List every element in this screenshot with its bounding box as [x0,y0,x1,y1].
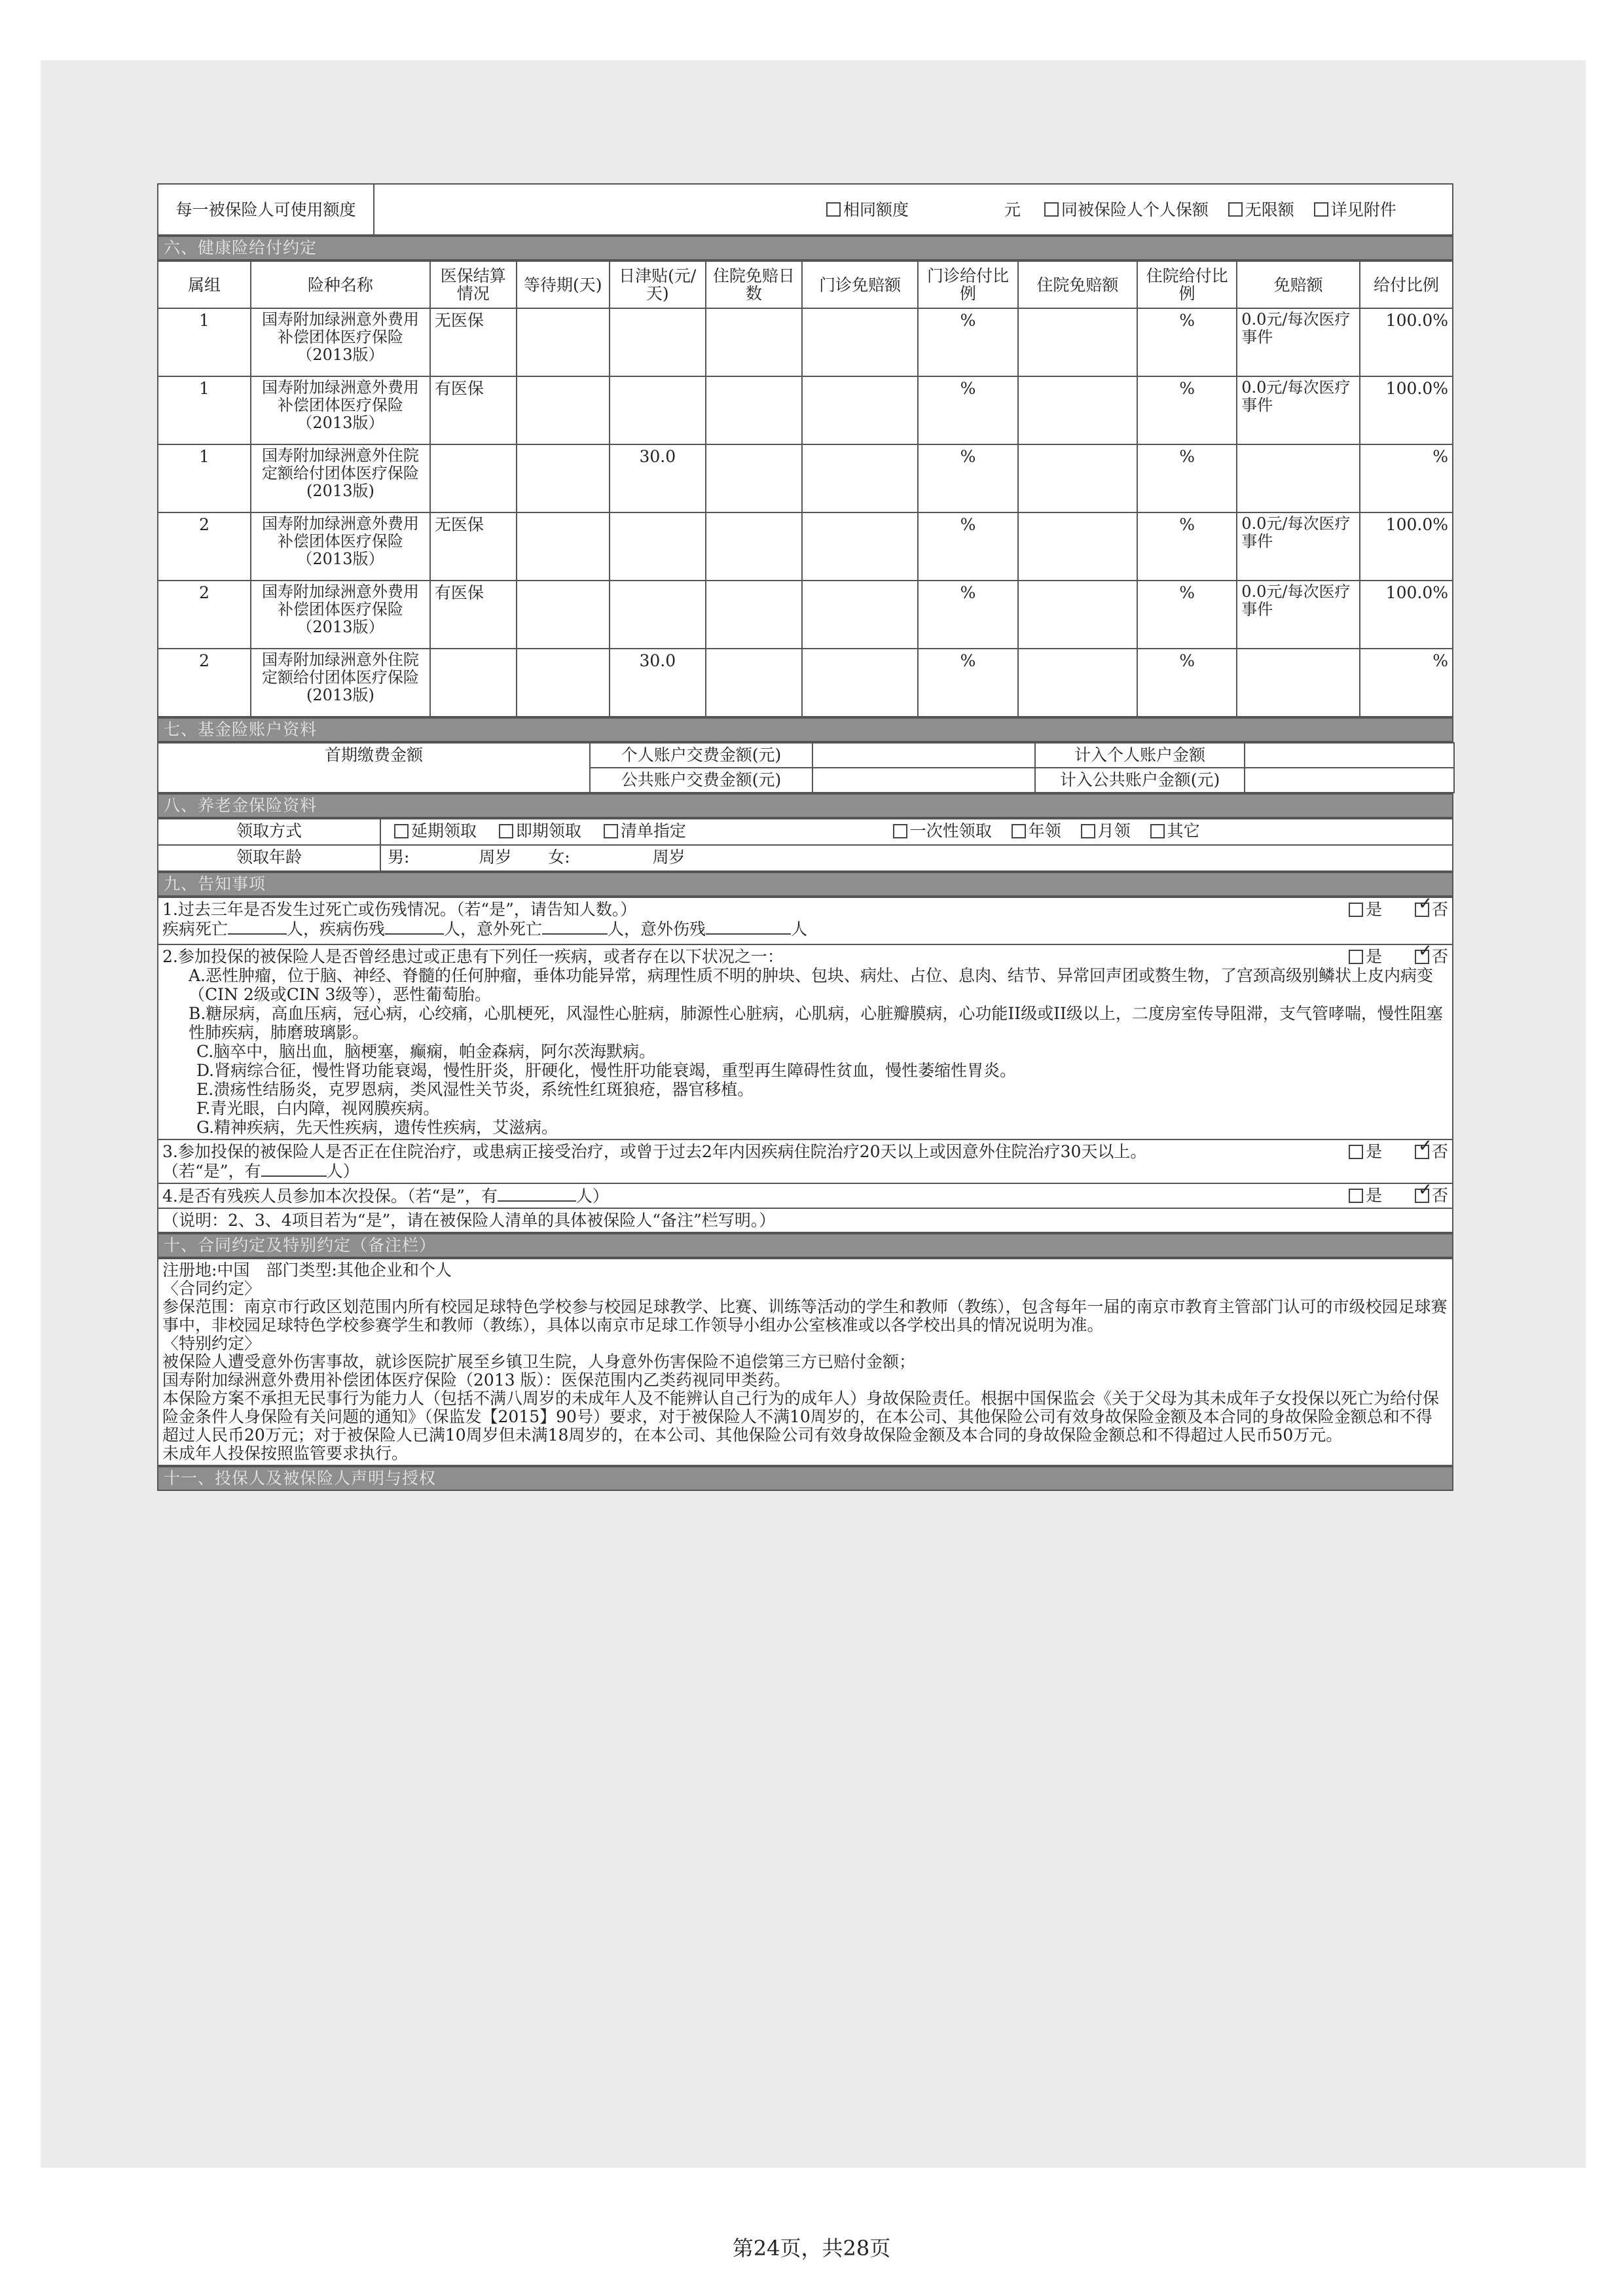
cell-deductible: 0.0元/每次医疗事件 [1237,512,1360,581]
special-tag: 〈特别约定〉 [162,1334,261,1353]
cell-name: 国寿附加绿洲意外费用补偿团体医疗保险（2013版） [251,581,430,649]
header-cell: 门诊给付比例 [918,261,1017,308]
special-line: 未成年人投保按照监管要求执行。 [162,1444,409,1463]
checkbox-list[interactable] [604,824,618,838]
cell-ratio: % [1360,649,1453,717]
opt-list: 清单指定 [620,821,686,840]
q3-part: 人） [326,1162,359,1181]
q1-blank[interactable] [542,919,608,935]
cell-out-ratio: % [918,649,1017,717]
q4-blank[interactable] [498,1186,576,1202]
method-options [380,819,1453,845]
q2-item: B.糖尿病，高血压病，冠心病，心绞痛，心肌梗死，风湿性心脏病，肺源性心脏病，心肌病，心脏瓣膜病，心功能II级或II级以上，二度房室传导阻滞，支气管哮喘，慢性阻塞性肺疾病，肺磨玻璃影。 [189,1004,1443,1042]
cell-hosp-ratio: % [1137,444,1237,512]
cell-hosp-days [706,308,802,376]
checkbox-year[interactable] [1012,824,1026,838]
cell-out-ratio: % [918,581,1017,649]
personal-pay-value[interactable] [812,743,1035,768]
checkbox-same[interactable] [826,202,841,217]
opt-immediate: 即期领取 [515,821,581,840]
cell-hosp-ded [1018,649,1138,717]
cell-out-ded [802,649,919,717]
female-unit: 周岁 [652,848,685,867]
special-line: 本保险方案不承担无民事行为能力人（包括不满八周岁的未成年人及不能辨认自己行为的成年人）身故保险责任。根据中国保监会《关于父母为其未成年子女投保以死亡为给付保险金条件人身保险有关问题的通知》（保监发【2015】90号）要求，对于被保险人不满10周岁的，在本公司、其他保险公司有效身故保险金额及本合同的身故保险金额总和不得超过人民币20万元；对于被保险人已满10周岁但未满18周岁的，在本公司、其他保险公司有效身故保险金额及本合同的身故保险金额总和不得超过人民币50万元。 [162,1389,1440,1444]
cell-hosp-ratio: % [1137,308,1237,376]
cell-insurance [430,444,517,512]
q1-blank[interactable] [706,919,791,935]
contract-tag: 〈合同约定〉 [162,1279,261,1298]
cell-out-ded [802,512,919,581]
cell-hosp-ratio: % [1137,376,1237,444]
cell-hosp-ratio: % [1137,581,1237,649]
cell-hosp-days [706,512,802,581]
cell-ratio: 100.0% [1360,581,1453,649]
male-label: 男: [388,848,410,867]
q4-answer [1349,1186,1448,1205]
cell-name: 国寿附加绿洲意外费用补偿团体医疗保险（2013版） [251,376,430,444]
checkbox-lump[interactable] [893,824,907,838]
q1-answer [1349,900,1448,919]
checkbox-personal[interactable] [1044,202,1059,217]
notice-q4 [158,1183,1453,1208]
cell-name: 国寿附加绿洲意外住院定额给付团体医疗保险(2013版) [251,444,430,512]
q4-yes-checkbox[interactable] [1349,1189,1363,1203]
q2-answer [1349,947,1448,966]
table-row [158,512,1453,581]
notice-q2 [158,944,1453,1139]
checkbox-unlimited[interactable] [1228,202,1243,217]
personal-in-label: 计入个人账户金额 [1035,743,1245,768]
q3-yes-checkbox[interactable] [1349,1145,1363,1159]
cell-insurance: 无医保 [430,512,517,581]
notice-q3 [158,1139,1453,1183]
opt-personal: 同被保险人个人保额 [1061,200,1209,219]
no-label: 否 [1431,1186,1448,1205]
yes-label: 是 [1366,900,1383,919]
q2-yes-checkbox[interactable] [1349,950,1363,964]
checkbox-month[interactable] [1081,824,1095,838]
q3-blank[interactable] [261,1161,327,1177]
document-page [157,183,1453,1491]
checkbox-delay[interactable] [394,824,409,838]
cell-deductible: 0.0元/每次医疗事件 [1237,376,1360,444]
q1-part: 人，意外伤残 [608,920,706,939]
q1-blank[interactable] [228,919,287,935]
q2-item: A.恶性肿瘤，位于脑、神经、脊髓的任何肿瘤，垂体功能异常，病理性质不明的肿块、包块、病灶、占位、息肉、结节、异常回声团或赘生物，了宫颈高级别鳞状上皮内病变（CIN 2级或CIN 3级等），恶性葡萄胎。 [189,966,1434,1004]
cell-hosp-ratio: % [1137,512,1237,581]
header-cell: 给付比例 [1360,261,1453,308]
cell-daily [610,308,706,376]
header-cell: 险种名称 [251,261,430,308]
cell-out-ratio: % [918,308,1017,376]
opt-lump: 一次性领取 [909,821,992,840]
header-cell: 住院给付比例 [1137,261,1237,308]
cell-wait [517,581,610,649]
cell-hosp-days [706,376,802,444]
q1-part: 疾病死亡 [162,920,228,939]
cell-daily [610,376,706,444]
table-row [158,308,1453,376]
cell-hosp-ded [1018,512,1138,581]
header-cell: 属组 [158,261,251,308]
table-row [158,649,1453,717]
checkbox-attachment[interactable] [1314,202,1328,217]
yes-label: 是 [1366,947,1383,966]
personal-in-value[interactable] [1245,743,1454,768]
cell-group: 2 [158,512,251,581]
q1-blank[interactable] [385,919,444,935]
cell-hosp-ded [1018,376,1138,444]
method-label: 领取方式 [158,819,380,845]
section-8-header: 八、养老金保险资料 [157,793,1453,818]
q4-text: 4.是否有残疾人员参加本次投保。（若“是”，有 [162,1187,498,1206]
cell-daily [610,512,706,581]
cell-insurance: 有医保 [430,376,517,444]
cell-out-ded [802,308,919,376]
unit-yuan: 元 [1004,200,1021,219]
cell-ratio: 100.0% [1360,376,1453,444]
opt-month: 月领 [1097,821,1131,840]
cell-wait [517,649,610,717]
q3-part: （若“是”，有 [162,1162,261,1181]
cell-out-ratio: % [918,444,1017,512]
table-row [158,581,1453,649]
male-unit: 周岁 [479,848,512,867]
q4-no-checkbox[interactable] [1415,1189,1429,1203]
yes-label: 是 [1366,1142,1383,1161]
public-in-label: 计入公共账户金额(元) [1035,768,1245,793]
opt-unlimited: 无限额 [1245,200,1294,219]
cell-group: 2 [158,649,251,717]
section-10-header: 十、合同约定及特别约定（备注栏） [157,1233,1453,1258]
table-header-row [158,261,1453,308]
q1-part: 人，意外死亡 [444,920,543,939]
age-fields [380,845,1453,871]
cell-hosp-days [706,444,802,512]
health-benefit-table [157,260,1453,717]
opt-delay: 延期领取 [411,821,477,840]
checkbox-immediate[interactable] [499,824,513,838]
header-cell: 医保结算情况 [430,261,517,308]
cell-out-ded [802,376,919,444]
cell-hosp-days [706,581,802,649]
pension-table [157,818,1453,872]
cell-hosp-ded [1018,308,1138,376]
q1-part: 人，疾病伤残 [287,920,386,939]
cell-name: 国寿附加绿洲意外费用补偿团体医疗保险（2013版） [251,512,430,581]
cell-deductible [1237,649,1360,717]
cell-hosp-ratio: % [1137,649,1237,717]
opt-year: 年领 [1028,821,1061,840]
cell-ratio: % [1360,444,1453,512]
q3-text: 3.参加投保的被保险人是否正在住院治疗，或患病正接受治疗，或曾于过去2年内因疾病住院治疗20天以上或因意外住院治疗30天以上。 [162,1142,1147,1161]
section-11-header: 十一、投保人及被保险人声明与授权 [157,1466,1453,1491]
header-cell: 日津贴(元/天) [610,261,706,308]
notice-q1 [158,897,1453,944]
cell-group: 1 [158,376,251,444]
section-7-header: 七、基金险账户资料 [157,717,1453,742]
header-cell: 住院免赔额 [1018,261,1138,308]
q2-no-checkbox[interactable] [1415,950,1429,964]
q3-answer [1349,1142,1448,1161]
notice-note: （说明：2、3、4项目若为“是”，请在被保险人清单的具体被保险人“备注”栏写明。） [158,1208,1453,1232]
q2-text: 2.参加投保的被保险人是否曾经患过或正患有下列任一疾病，或者存在以下状况之一： [162,947,784,966]
cell-out-ded [802,444,919,512]
cell-deductible: 0.0元/每次医疗事件 [1237,308,1360,376]
cell-ratio: 100.0% [1360,308,1453,376]
remarks-cell [158,1259,1453,1465]
cell-insurance: 有医保 [430,581,517,649]
section-6-header: 六、健康险给付约定 [157,236,1453,260]
q3-no-checkbox[interactable] [1415,1145,1429,1159]
remarks-table [157,1258,1453,1466]
q2-item: G.精神疾病，先天性疾病，遗传性疾病，艾滋病。 [196,1118,558,1137]
table-row [158,444,1453,512]
public-pay-label: 公共账户交费金额(元) [590,768,812,793]
notice-table [157,897,1453,1233]
q1-yes-checkbox[interactable] [1349,903,1363,917]
cell-daily [610,581,706,649]
fund-account-table [157,742,1455,793]
cell-wait [517,512,610,581]
cell-daily: 30.0 [610,444,706,512]
public-in-value[interactable] [1245,768,1454,793]
cell-wait [517,376,610,444]
opt-other: 其它 [1167,821,1200,840]
first-payment-label: 首期缴费金额 [158,743,590,793]
cell-ratio: 100.0% [1360,512,1453,581]
cell-out-ratio: % [918,376,1017,444]
q2-item: F.青光眼，白内障，视网膜疾病。 [196,1099,440,1118]
q1-no-checkbox[interactable] [1415,903,1429,917]
q1-text: 1.过去三年是否发生过死亡或伤残情况。（若“是”，请告知人数。） [162,900,637,919]
personal-pay-label: 个人账户交费金额(元) [590,743,812,768]
female-label: 女: [548,848,570,867]
cell-deductible: 0.0元/每次医疗事件 [1237,581,1360,649]
cell-deductible [1237,444,1360,512]
cell-group: 1 [158,444,251,512]
cell-group: 2 [158,581,251,649]
header-cell: 免赔额 [1237,261,1360,308]
contract-text: 参保范围：南京市行政区划范围内所有校园足球特色学校参与校园足球教学、比赛、训练等活动的学生和教师（教练），包含每年一届的南京市教育主管部门认可的市级校园足球赛事中，非校园足球特色学校参赛学生和教师（教练），具体以南京市足球工作领导小组办公室核准或以各学校出具的情况说明为准。 [162,1297,1448,1335]
header-cell: 住院免赔日数 [706,261,802,308]
q2-item: E.溃疡性结肠炎，克罗恩病，类风湿性关节炎，系统性红斑狼疮，器官移植。 [196,1080,754,1099]
quota-table [157,183,1453,236]
header-cell: 门诊免赔额 [802,261,919,308]
no-label: 否 [1431,947,1448,966]
q2-item: C.脑卒中，脑出血，脑梗塞，癫痫，帕金森病，阿尔茨海默病。 [196,1042,656,1061]
q1-part: 人 [791,920,808,939]
q4-text-end: 人） [575,1187,609,1206]
page-number: 第24页，共28页 [732,2236,891,2261]
cell-insurance: 无医保 [430,308,517,376]
cell-out-ratio: % [918,512,1017,581]
no-label: 否 [1431,1142,1448,1161]
table-row [158,376,1453,444]
cell-wait [517,308,610,376]
opt-attachment: 详见附件 [1330,200,1396,219]
section-9-header: 九、告知事项 [157,872,1453,897]
cell-hosp-ded [1018,581,1138,649]
special-line: 国寿附加绿洲意外费用补偿团体医疗保险（2013 版）：医保范围内乙类药视同甲类药。 [162,1371,791,1390]
registration-line: 注册地:中国 部门类型:其他企业和个人 [162,1261,452,1280]
special-line: 被保险人遭受意外伤害事故，就诊医院扩展至乡镇卫生院，人身意外伤害保险不追偿第三方已赔付金额； [162,1352,916,1371]
yes-label: 是 [1366,1186,1383,1205]
q2-item: D.肾病综合征，慢性肾功能衰竭，慢性肝炎，肝硬化，慢性肝功能衰竭，重型再生障碍性贫血，慢性萎缩性胃炎。 [196,1061,1017,1080]
cell-hosp-days [706,649,802,717]
opt-same: 相同额度 [843,200,909,219]
checkbox-other[interactable] [1150,824,1165,838]
quota-label: 每一被保险人可使用额度 [158,184,374,235]
header-cell: 等待期(天) [517,261,610,308]
age-label: 领取年龄 [158,845,380,871]
cell-insurance [430,649,517,717]
public-pay-value[interactable] [812,768,1035,793]
cell-out-ded [802,581,919,649]
cell-wait [517,444,610,512]
cell-daily: 30.0 [610,649,706,717]
cell-name: 国寿附加绿洲意外住院定额给付团体医疗保险(2013版) [251,649,430,717]
no-label: 否 [1431,900,1448,919]
cell-group: 1 [158,308,251,376]
cell-hosp-ded [1018,444,1138,512]
quota-options [374,184,1453,235]
cell-name: 国寿附加绿洲意外费用补偿团体医疗保险（2013版） [251,308,430,376]
